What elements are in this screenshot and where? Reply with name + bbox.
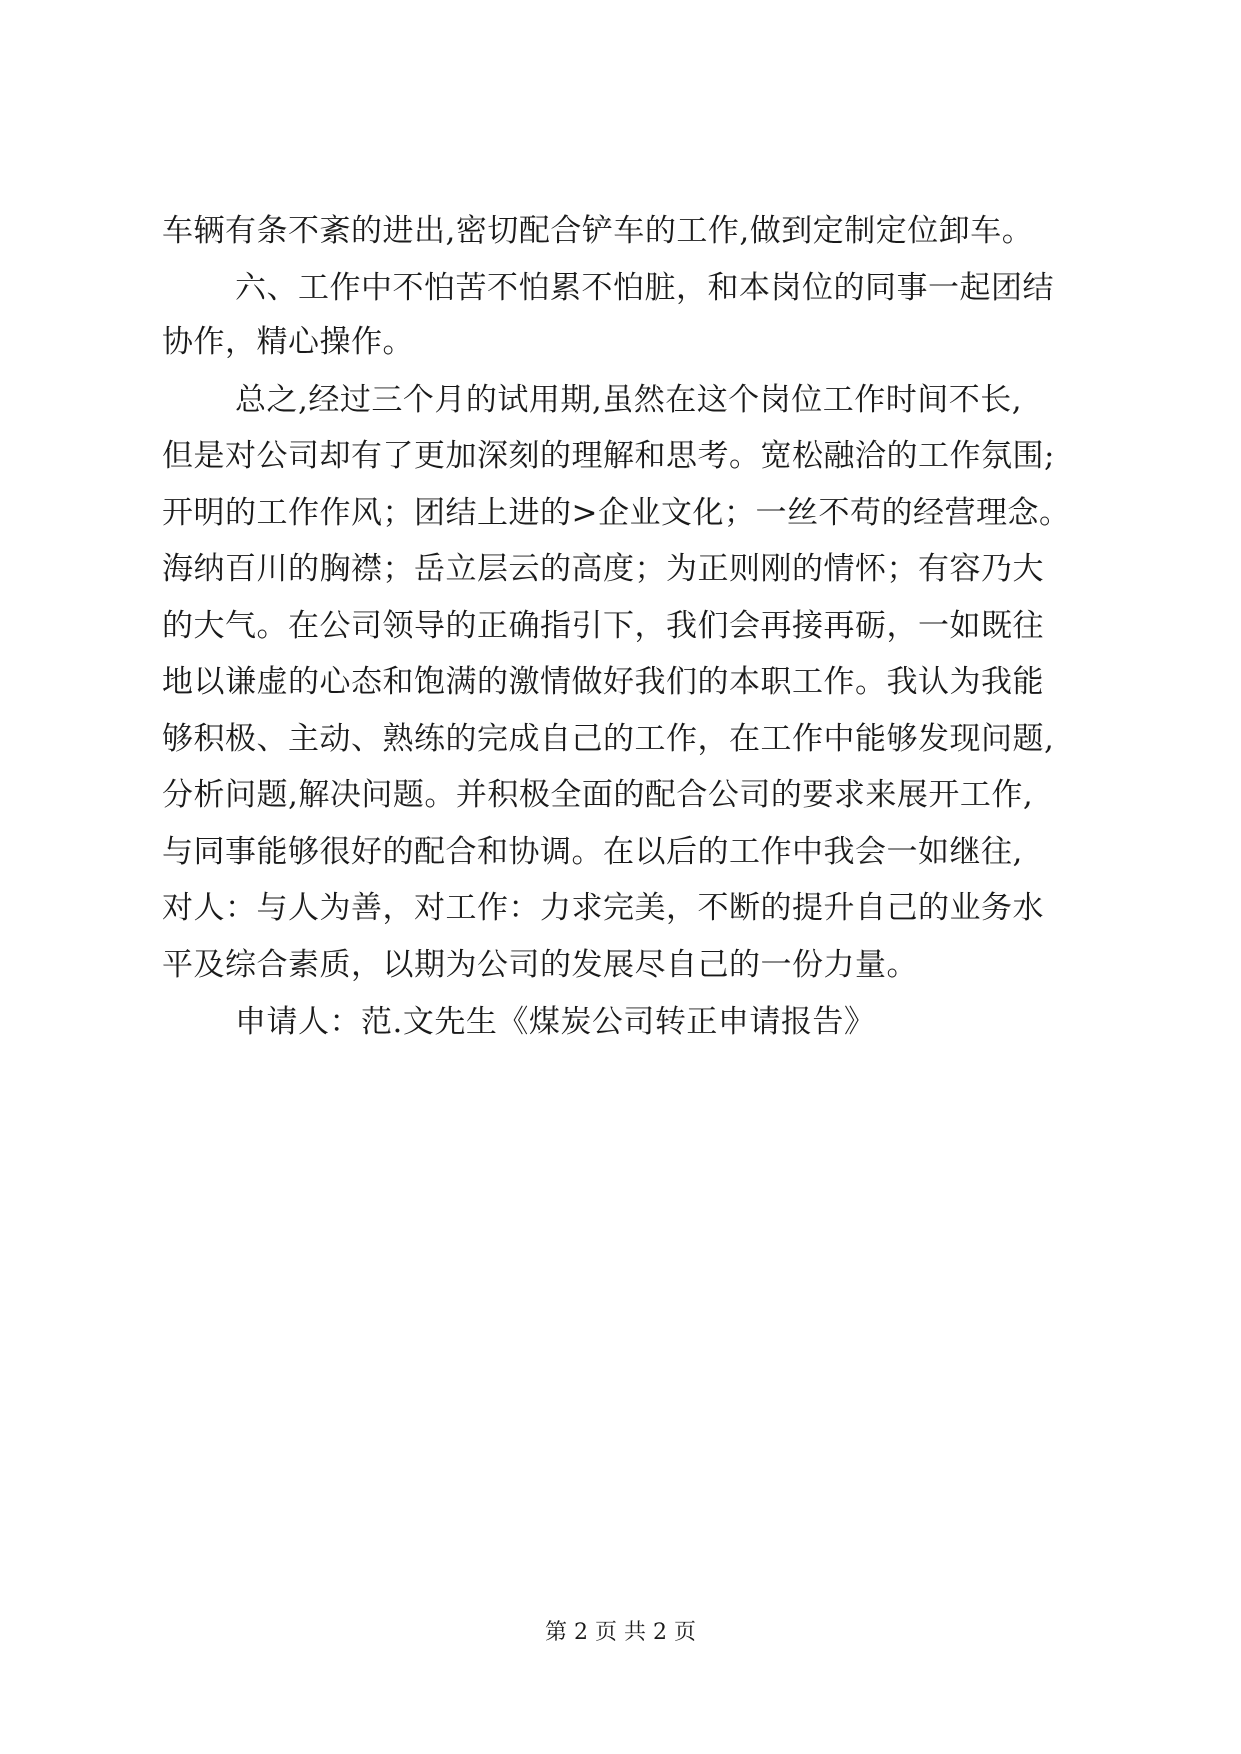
text-line-3: 协作，精心操作。 <box>162 324 414 360</box>
text-line-1: 车辆有条不紊的进出,密切配合铲车的工作,做到定制定位卸车。 <box>162 213 1034 249</box>
text-line-14: 平及综合素质，以期为公司的发展尽自己的一份力量。 <box>162 947 918 983</box>
text-line-9: 地以谦虚的心态和饱满的激情做好我们的本职工作。我认为我能 <box>162 664 1044 700</box>
text-line-4: 总之,经过三个月的试用期,虽然在这个岗位工作时间不长, <box>235 382 1023 418</box>
text-line-6: 开明的工作作风；团结上进的>企业文化；一丝不苟的经营理念。 <box>162 495 1071 531</box>
text-line-10: 够积极、主动、熟练的完成自己的工作，在工作中能够发现问题, <box>162 721 1055 757</box>
text-line-12: 与同事能够很好的配合和协调。在以后的工作中我会一如继往, <box>162 834 1023 870</box>
text-line-13: 对人：与人为善，对工作：力求完美，不断的提升自己的业务水 <box>162 890 1044 926</box>
text-line-5: 但是对公司却有了更加深刻的理解和思考。宽松融洽的工作氛围; <box>162 438 1055 474</box>
text-line-11: 分析问题,解决问题。并积极全面的配合公司的要求来展开工作, <box>162 777 1034 813</box>
signature-line: 申请人：范.文先生《煤炭公司转正申请报告》 <box>235 1004 876 1040</box>
text-line-7: 海纳百川的胸襟；岳立层云的高度；为正则刚的情怀；有容乃大 <box>162 551 1044 587</box>
text-line-2: 六、工作中不怕苦不怕累不怕脏，和本岗位的同事一起团结 <box>235 270 1054 306</box>
page-number-footer: 第 2 页 共 2 页 <box>545 1620 696 1645</box>
text-line-8: 的大气。在公司领导的正确指引下，我们会再接再砺，一如既往 <box>162 608 1044 644</box>
